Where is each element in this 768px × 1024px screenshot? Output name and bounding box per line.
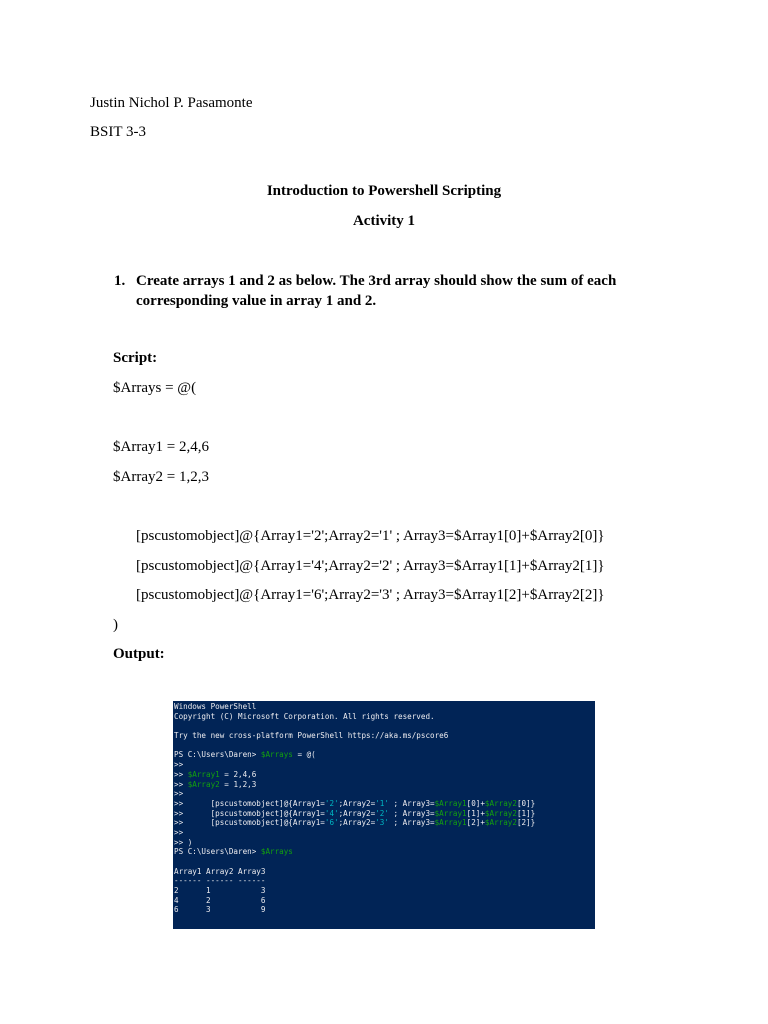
terminal-text: ; Array3= bbox=[388, 808, 435, 818]
terminal-text: '3' bbox=[375, 818, 389, 828]
terminal-text: $Arrays bbox=[260, 847, 293, 857]
terminal-line bbox=[174, 886, 595, 896]
terminal-text: $Array2 bbox=[484, 798, 517, 808]
terminal-text: $Array1 bbox=[434, 808, 467, 818]
terminal-line bbox=[174, 702, 595, 712]
terminal-text: '4' bbox=[324, 808, 339, 818]
output-heading: Output: bbox=[113, 646, 165, 662]
terminal-text: >> bbox=[174, 789, 184, 799]
terminal-text: ; Array3= bbox=[388, 798, 435, 808]
terminal-text: Copyright (C) Microsoft Corporation. All rights reserved. bbox=[174, 711, 435, 721]
terminal-text: >> bbox=[174, 760, 184, 770]
terminal-text: >> [pscustomobject]@{Array1= bbox=[174, 818, 325, 828]
terminal-text: = 1,2,3 bbox=[219, 779, 257, 789]
script-line: $Array1 = 2,4,6 bbox=[113, 439, 209, 455]
terminal-text: '2' bbox=[375, 808, 389, 818]
script-line: ) bbox=[113, 617, 118, 633]
terminal-text: 6 3 9 bbox=[174, 905, 266, 915]
script-line: $Arrays = @( bbox=[113, 380, 197, 396]
terminal-text: $Array1 bbox=[187, 769, 220, 779]
terminal-line bbox=[174, 721, 595, 731]
terminal-text: >> bbox=[174, 769, 188, 779]
terminal-text: $Array2 bbox=[484, 808, 517, 818]
script-line: $Array2 = 1,2,3 bbox=[113, 469, 209, 485]
script-heading: Script: bbox=[113, 350, 158, 366]
terminal-text: ;Array2= bbox=[338, 818, 376, 828]
terminal-line bbox=[174, 770, 595, 780]
class-section: BSIT 3-3 bbox=[90, 124, 146, 140]
terminal-text: ;Array2= bbox=[338, 808, 376, 818]
terminal-text: '1' bbox=[375, 798, 389, 808]
terminal-text: PS C:\Users\Daren> bbox=[174, 750, 261, 760]
terminal-text: ------ ------ ------ bbox=[174, 876, 266, 886]
terminal-line bbox=[174, 818, 595, 828]
task-description bbox=[136, 271, 636, 311]
terminal-text: $Array2 bbox=[484, 818, 517, 828]
terminal-text: Array1 Array2 Array3 bbox=[174, 866, 266, 876]
terminal-line bbox=[174, 731, 595, 741]
terminal-text: [1]} bbox=[516, 808, 536, 818]
terminal-line bbox=[174, 760, 595, 770]
terminal-line bbox=[174, 750, 595, 760]
document-title: Introduction to Powershell Scripting bbox=[266, 183, 502, 199]
activity-title: Activity 1 bbox=[352, 213, 416, 229]
terminal-line bbox=[174, 838, 595, 848]
author-name: Justin Nichol P. Pasamonte bbox=[90, 95, 253, 111]
terminal-line bbox=[174, 905, 595, 915]
script-line: [pscustomobject]@{Array1='6';Array2='3' ; Array3=$Array1[2]+$Array2[2]} bbox=[136, 587, 605, 603]
terminal-text: $Array1 bbox=[434, 798, 467, 808]
terminal-text: [0]} bbox=[516, 798, 536, 808]
terminal-line bbox=[174, 741, 595, 751]
script-line: [pscustomobject]@{Array1='4';Array2='2' ; Array3=$Array1[1]+$Array2[1]} bbox=[136, 558, 605, 574]
terminal-text: $Array1 bbox=[434, 818, 467, 828]
terminal-text: [0]+ bbox=[466, 798, 485, 808]
terminal-line bbox=[174, 867, 595, 877]
script-line: [pscustomobject]@{Array1='2';Array2='1' ; Array3=$Array1[0]+$Array2[0]} bbox=[136, 528, 605, 544]
terminal-line bbox=[174, 809, 595, 819]
terminal-text: 2 1 3 bbox=[174, 886, 266, 896]
terminal-text: >> [pscustomobject]@{Array1= bbox=[174, 798, 325, 808]
task-description-line2: corresponding value in array 1 and 2. bbox=[136, 293, 377, 309]
task-description-line1: Create arrays 1 and 2 as below. The 3rd array should show the sum of each bbox=[136, 273, 617, 289]
terminal-line bbox=[174, 789, 595, 799]
terminal-text: [1]+ bbox=[466, 808, 485, 818]
terminal-line bbox=[174, 896, 595, 906]
terminal-text: >> ) bbox=[174, 837, 193, 847]
terminal-line bbox=[174, 876, 595, 886]
terminal-text: PS C:\Users\Daren> bbox=[174, 847, 261, 857]
terminal-text: [2]} bbox=[516, 818, 536, 828]
terminal-text: >> bbox=[174, 779, 188, 789]
terminal-text: $Array2 bbox=[187, 779, 220, 789]
terminal-text: >> [pscustomobject]@{Array1= bbox=[174, 808, 325, 818]
terminal-text: ; Array3= bbox=[388, 818, 435, 828]
terminal-text: '2' bbox=[324, 798, 339, 808]
terminal-text: Try the new cross-platform PowerShell https://aka.ms/pscore6 bbox=[174, 731, 449, 741]
terminal-line bbox=[174, 857, 595, 867]
terminal-text: >> bbox=[174, 827, 184, 837]
task-number: 1. bbox=[114, 273, 126, 289]
terminal-text: 4 2 6 bbox=[174, 895, 266, 905]
terminal-text: = 2,4,6 bbox=[219, 769, 257, 779]
terminal-line bbox=[174, 847, 595, 857]
terminal-text: [2]+ bbox=[466, 818, 485, 828]
terminal-line bbox=[174, 828, 595, 838]
powershell-screenshot bbox=[173, 701, 595, 929]
terminal-line bbox=[174, 712, 595, 722]
terminal-text: Windows PowerShell bbox=[174, 702, 257, 711]
terminal-text: '6' bbox=[324, 818, 339, 828]
terminal-text: $Arrays bbox=[260, 750, 293, 760]
terminal-text: = @( bbox=[292, 750, 316, 760]
terminal-line bbox=[174, 780, 595, 790]
terminal-line bbox=[174, 799, 595, 809]
terminal-text: ;Array2= bbox=[338, 798, 376, 808]
